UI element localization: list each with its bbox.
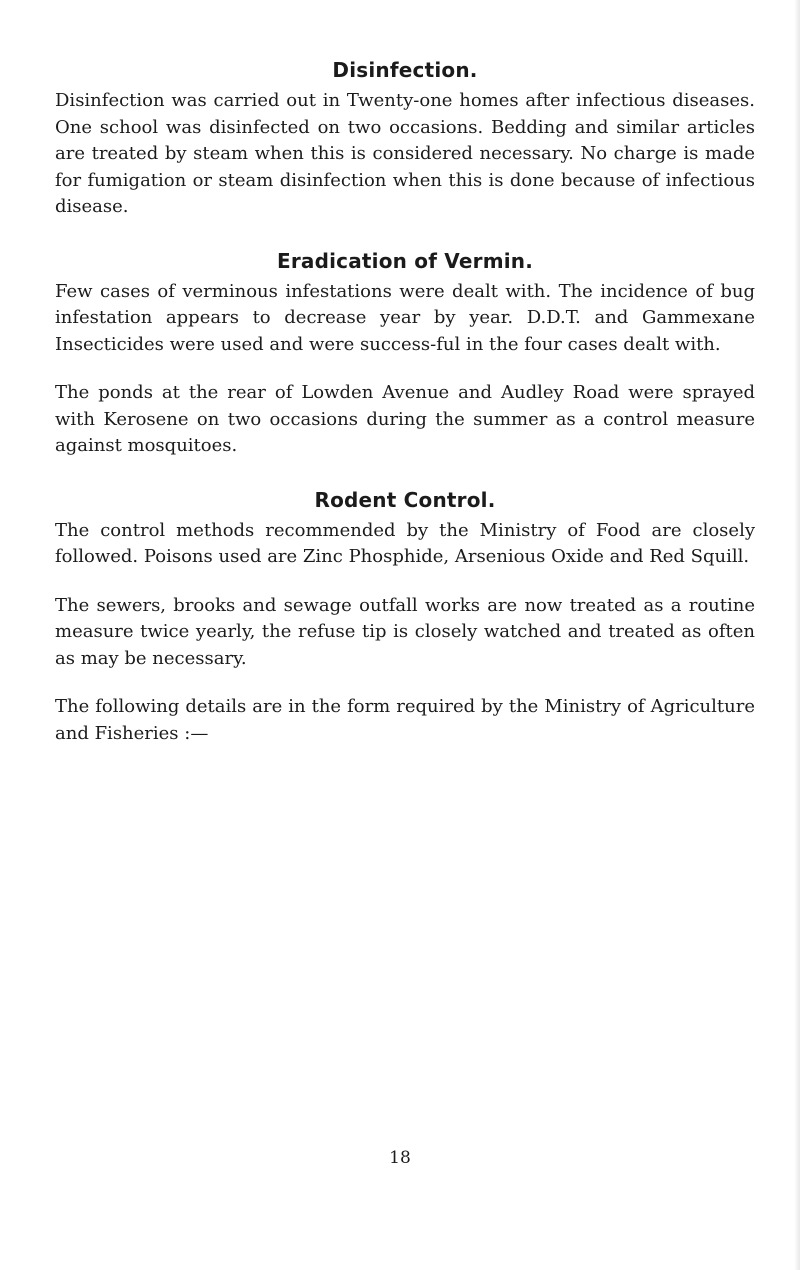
paragraph: The sewers, brooks and sewage outfall works are now treated as a routine measure twice yearly, the refuse tip is closely watched and treated as often as may be necessary. bbox=[55, 594, 755, 669]
section-disinfection bbox=[55, 58, 755, 221]
section-heading: Disinfection. bbox=[332, 58, 478, 82]
section-rodent-control bbox=[55, 488, 755, 748]
document-page bbox=[55, 58, 755, 747]
page-number: 18 bbox=[389, 1148, 411, 1168]
section-heading: Rodent Control. bbox=[314, 487, 496, 512]
page-edge-shadow bbox=[794, 0, 800, 1270]
paragraph: The following details are in the form required by the Ministry of Agriculture and Fisheries :— bbox=[55, 696, 755, 744]
paragraph: Disinfection was carried out in Twenty-one homes after infectious diseases. One school was disinfected on two occasions. Bedding and similar articles are treated by steam when this is considered necessary. No charge is made for fumigation or steam disinfection when this is done because of infectious disease. bbox=[55, 90, 755, 217]
section-heading: Eradication of Vermin. bbox=[276, 248, 534, 273]
paragraph: Few cases of verminous infestations were dealt with. The incidence of bug infestation appears to decrease year by year. D.D.T. and Gammexane Insecticides were used and were success-ful in the four cases dealt with. bbox=[55, 280, 755, 355]
section-eradication-of-vermin bbox=[55, 249, 755, 460]
paragraph: The ponds at the rear of Lowden Avenue and Audley Road were sprayed with Kerosene on two occasions during the summer as a control measure against mosquitoes. bbox=[55, 382, 755, 456]
paragraph: The control methods recommended by the Ministry of Food are closely followed. Poisons used are Zinc Phosphide, Arsenious Oxide and Red Squill. bbox=[55, 519, 755, 567]
